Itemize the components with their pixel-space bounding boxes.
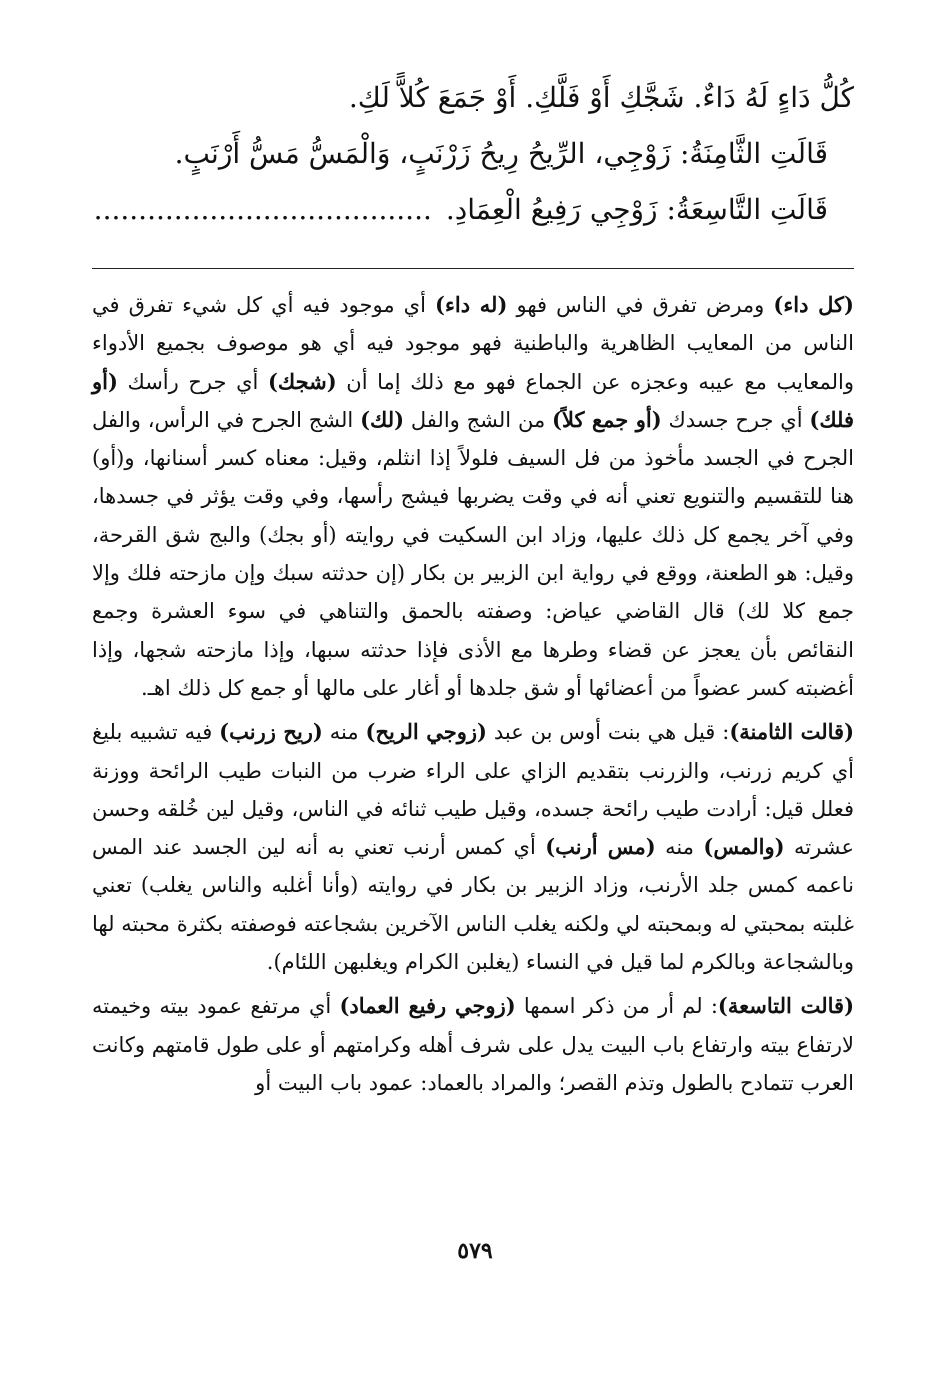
keyword: (قالت الثامنة) (729, 719, 855, 745)
commentary-text: منه (655, 835, 704, 860)
commentary-text: أي موجود فيه أي كل شيء تفرق في الناس من المعايب الظاهرية والباطنية فهو موجود فيه أي هو موصوف بجميع الأدواء والمعايب مع عيبه وعجزه عن الجماع فهو مع ذلك إما أن (92, 293, 854, 394)
keyword: (لك) (360, 406, 405, 432)
hadith-line-2: قَالَتِ الثَّامِنَةُ: زَوْجِي، الرِّيحُ رِيحُ زَرْنَبٍ، وَالْمَسُّ مَسُّ أَرْنَبٍ. (174, 137, 828, 170)
commentary-text: من الشج والفل (404, 407, 553, 432)
commentary-text: الشج الجرح في الرأس، والفل الجرح في الجسد مأخوذ من فل السيف فلولاً إذا انثلم، وقيل: معناه كسر أسنانها، و(أو) هنا للتقسيم والتنويع تعني أنه في وقت يضربها فيشج رأسها، وفي وقت يؤثر في جسدها، وفي آخر يجمع كل ذلك عليها، وزاد ابن السكيت في روايته (أو بجك) والبج شق القرحة، وقيل: هو الطعنة، ووقع في رواية ابن الزبير بن بكار (إن حدثته سبك وإن مازحته فلك وإلا جمع كلا لك) قال القاضي عياض: وصفته بالحمق والتناهي في سوء العشرة وجمع النقائص بأن يعجز عن قضاء وطرها مع الأذى فإذا حدثته سبها، وإذا مازحته شجها، وإذا أغضبته كسر عضواً من أعضائها أو شق جلدها أو أغار على مالها أو جمع كل ذلك اهـ. (92, 407, 854, 700)
commentary-text: أي جرح رأسك (117, 369, 268, 394)
keyword: (والمس) (703, 834, 785, 860)
hadith-line-3 (94, 182, 854, 238)
separator-rule (92, 268, 854, 269)
commentary-paragraph-3 (92, 987, 854, 1102)
ellipsis-dots: ...................................... (93, 193, 432, 226)
commentary-text: أي جرح جسدك (661, 407, 810, 432)
keyword: (كل داء) (773, 292, 854, 317)
keyword: (مس أرنب) (545, 834, 656, 860)
keyword: (ريح زرنب) (219, 719, 323, 745)
commentary-paragraph-2 (92, 713, 854, 981)
commentary-text: فيه تشبيه بليغ أي كريم زرنب، والزرنب بتقديم الزاي على الراء ضرب من النبات طيب الرائحة ووزنة فعلل قيل: أرادت طيب رائحة جسده، وقيل طيب ثنائه في الناس، وقيل لين خُلقه وحسن عشرته (92, 720, 854, 860)
commentary-text: أي مرتفع عمود بيته وخيمته لارتفاع بيته وارتفاع باب البيت يدل على شرف أهله وكرامتهم أو على طول قامتهم وكانت العرب تتمادح بالطول وتذم القصر؛ والمراد بالعماد: عمود باب البيت أو (92, 994, 854, 1095)
commentary-text: : لم أر من ذكر اسمها (515, 994, 718, 1019)
page-number: ٥٧٩ (457, 1238, 493, 1264)
commentary-text: ومرض تفرق في الناس فهو (507, 293, 774, 317)
commentary-block (92, 286, 854, 1108)
hadith-text-block (94, 70, 854, 238)
keyword: (قالت التاسعة) (717, 993, 855, 1019)
keyword: (زوجي الريح) (365, 719, 487, 745)
hadith-line-1: كُلُّ دَاءٍ لَهُ دَاءٌ. شَجَّكِ أَوْ فَلَّكِ. أَوْ جَمَعَ كُلاًّ لَكِ. (348, 81, 854, 114)
hadith-line-3-text: قَالَتِ التَّاسِعَةُ: زَوْجِي رَفِيعُ الْعِمَادِ. (445, 193, 828, 226)
commentary-paragraph-1 (92, 286, 854, 707)
commentary-text: أي كمس أرنب تعني به أنه لين الجسد عند المس ناعمه كمس جلد الأرنب، وزاد الزبير بن بكار في روايته (وأنا أغلبه والناس يغلب) تعني غلبته بمحبتي له وبمحبته لي ولكنه يغلب الناس الآخرين بشجاعته فوصفته بكثرة محبته لها وبالشجاعة وبالكرم لما قيل في النساء (يغلبن الكرام ويغلبهن اللئام). (92, 835, 854, 975)
keyword: (زوجي رفيع العماد) (339, 993, 516, 1019)
keyword: (أو جمع كلاً) (552, 406, 662, 432)
commentary-text: : قيل هي بنت أوس بن عبد (486, 720, 730, 745)
keyword: (أو فلك) (92, 368, 855, 432)
keyword: (شجك) (267, 368, 337, 394)
commentary-text: منه (322, 720, 366, 745)
keyword: (له داء) (435, 292, 508, 317)
